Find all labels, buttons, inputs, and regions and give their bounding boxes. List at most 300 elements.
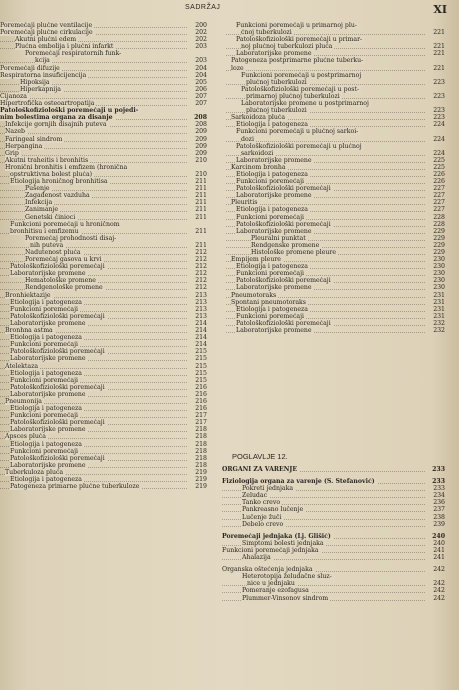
toc-entry-title: Apsces pluća [5,433,46,441]
toc-entry-title: nim bolestima organa za disanje [0,114,113,122]
toc-entry-title: Hipertrofička osteoartropatija [0,100,95,108]
toc-entry [0,29,207,36]
toc-entry-page: 219 [195,468,207,476]
toc-entry-page: 216 [195,383,207,391]
toc-entry [0,235,207,242]
toc-entry-title: Patološkofiziološki poremećaji [10,454,105,462]
toc-entry-title: Heterotopija želudačne sluz- [242,573,332,581]
toc-entry [0,412,207,419]
toc-entry [0,72,207,79]
toc-entry-title: Laboratorijske promene [236,156,312,164]
toc-chapter-12-entries [222,466,445,602]
toc-entry [0,36,207,43]
toc-entry-page: 224 [433,149,445,157]
toc-entry [226,242,445,249]
toc-entry [222,587,445,594]
toc-entry-page: 212 [195,256,207,264]
toc-entry-page: 214 [195,341,207,349]
toc-entry-title: Faringeal sindrom [5,135,63,143]
toc-entry-title: Patološkofiziološki poremećaji [10,263,105,271]
toc-entry-page: 212 [195,249,207,256]
toc-entry-title: Patološkofiziološki poremećaji u primar- [236,36,363,44]
toc-entry-title: Laboratorijske promene [10,355,86,363]
toc-entry [0,206,207,213]
toc-entry-title: Tanko crevo [242,499,281,507]
toc-entry-page: 221 [433,29,445,37]
toc-entry [222,595,445,602]
toc-entry-title: Etiologija i patogeneza [10,405,82,413]
toc-entry-page: 224 [433,121,445,129]
toc-entry [0,228,207,235]
toc-entry [0,384,207,391]
toc-entry-page: 218 [195,433,207,441]
toc-entry-title: Patološkofiziološki poremećaji [236,220,331,228]
toc-entry-page: 233 [432,466,445,473]
toc-entry-title: Organska oštećenja jednjaka [222,566,313,574]
toc-entry-title: Etiologija i patogeneza [236,170,308,178]
toc-entry-title: Etiologija hroničnog bronhitisa [10,178,108,186]
toc-entry-page: 208 [194,114,207,122]
toc-entry [0,150,207,157]
toc-entry-page: 215 [195,348,207,356]
toc-entry-page: 213 [195,298,207,306]
toc-entry-title: Plummer-Vinsonov sindrom [242,594,329,602]
toc-entry-page: 211 [195,213,207,221]
toc-entry [222,506,445,513]
toc-entry-title: Empijem pleure [231,256,281,264]
toc-entry [226,114,445,121]
toc-entry [222,566,445,573]
toc-entry [0,348,207,355]
toc-entry [226,277,445,284]
toc-entry-title: ORGANI ZA VARENJE [222,466,298,473]
toc-entry-page: 239 [433,520,445,528]
toc-entry-title: Pankreasno lučenje [242,506,304,514]
toc-entry-page: 225 [433,156,445,164]
toc-entry [0,448,207,455]
toc-entry-page: 229 [433,249,445,256]
toc-entry [226,65,445,72]
toc-entry-title: Infekcije gornjih disajnih puteva [5,121,107,129]
toc-entry-page: 218 [195,454,207,462]
toc-entry-title: Poremećaji plućne ventilacije [0,22,93,29]
toc-entry-title: Patološkofiziološki poremećaji u post- [241,85,360,93]
toc-entry-title: Funkcioni poremećaji [236,312,304,320]
toc-entry [226,150,445,157]
toc-entry [0,327,207,334]
toc-entry-page: 242 [433,594,445,602]
toc-entry [0,483,207,490]
toc-entry-page: 241 [433,554,445,562]
toc-entry [0,263,207,270]
toc-entry-title: Funkcioni poremećaji u postprimarnoj [241,71,362,79]
toc-entry-page: 242 [433,587,445,595]
toc-entry [0,363,207,370]
toc-entry [0,462,207,469]
toc-entry-title: Atelektaza [5,362,39,370]
toc-entry [222,521,445,528]
toc-entry-title: Karcinom bronha [231,163,286,171]
toc-entry [226,214,445,221]
toc-entry [226,171,445,178]
toc-entry-title: Funkcioni poremećaji u hroničnom [10,220,120,228]
toc-entry [222,478,445,485]
toc-entry-title: Patološkofiziološki poremećaji [10,348,105,356]
toc-entry-title: nice u jednjaku [247,580,295,588]
toc-entry-title: Hronični bronhitis i emfizem (hronična [5,163,128,171]
toc-entry-page: 237 [433,506,445,514]
toc-entry-title: Funkcioni poremećaji [10,376,78,384]
toc-entry [222,547,445,554]
toc-entry [226,50,445,57]
toc-entry-page: 209 [195,149,207,157]
toc-entry-page: 211 [195,178,207,186]
toc-entry-title: Funkcioni poremećaji [10,305,78,313]
toc-entry-title: Patološkofiziološki poremećaji [236,319,331,327]
toc-entry [226,100,445,107]
toc-entry [226,143,445,150]
toc-entry-title: Pleuritis [231,199,258,207]
toc-entry [0,256,207,263]
toc-entry [226,72,445,79]
toc-entry-page: 215 [195,355,207,363]
toc-entry-title: Funkcioni poremećaji [10,412,78,420]
toc-entry-title: Laboratorijske promene [10,390,86,398]
toc-entry-title: Laboratorijske promene [10,319,86,327]
toc-entry-title: Sarkoidoza pluća [231,114,286,122]
toc-entry [226,292,445,299]
toc-entry-page: 227 [433,192,445,200]
toc-entry-title: Patološkofiziološki poremećaji [10,312,105,320]
toc-entry-page: 202 [195,29,207,37]
toc-entry-page: 240 [433,539,445,547]
toc-entry-page: 209 [195,142,207,150]
toc-entry [226,299,445,306]
toc-entry [226,22,445,29]
toc-entry [0,405,207,412]
toc-entry-page: 226 [433,178,445,186]
toc-entry-page: 216 [195,397,207,405]
toc-entry-title: kcija [35,57,50,65]
toc-entry [0,419,207,426]
toc-entry-page: 217 [195,412,207,420]
toc-entry-page: 218 [195,447,207,455]
toc-entry [0,334,207,341]
toc-entry [0,86,207,93]
toc-entry-page: 211 [195,241,207,249]
toc-entry-page: 229 [433,227,445,235]
toc-entry [0,136,207,143]
toc-entry-title: Infekcija [25,199,53,207]
toc-entry-title: Patološkofiziološki poremećaji [236,185,331,193]
toc-entry-page: 234 [433,492,445,500]
toc-entry [0,426,207,433]
toc-entry-title: Patogeneza postprimarne plućne tuberku- [231,57,364,65]
toc-entry-title: Grip [5,149,19,157]
toc-entry-title: noj plućnoj tuberkulozi pluća [241,43,333,51]
leader-dots [0,128,187,134]
toc-entry [0,469,207,476]
toc-entry-page: 221 [433,64,445,72]
toc-entry [0,313,207,320]
toc-entry-page: 231 [433,291,445,299]
toc-entry [0,43,207,50]
toc-entry-title: Patološkofiziološki poremećaji u pojedi- [0,107,139,115]
toc-entry-title: Patogeneza primarne plućne tuberkuloze [10,483,140,491]
toc-entry-title: Patološkofiziološki poremećaji [10,383,105,391]
toc-entry-title: nih puteva [30,241,64,249]
toc-entry-page: 236 [433,499,445,507]
toc-entry [222,499,445,506]
toc-entry-title: Poremećaji respiratornih funk- [25,50,122,58]
toc-entry-page: 203 [195,57,207,65]
toc-entry-title: opstruktivna bolest pluća) [10,170,93,178]
toc-entry-page: 211 [195,227,207,235]
toc-entry [226,57,445,64]
toc-entry-title: Funkcioni poremećaji u primarnoj plu- [236,22,357,29]
toc-entry [0,199,207,206]
toc-entry [0,391,207,398]
toc-entry-page: 221 [433,43,445,51]
toc-entry-title: Hipoksija [20,78,50,86]
toc-entry-page: 215 [195,362,207,370]
toc-entry-title: Poremećaji difuzije [0,64,60,72]
toc-entry [222,514,445,521]
toc-entry [0,320,207,327]
toc-entry-title: Nazeb [5,128,25,136]
toc-entry-page: 200 [195,22,207,29]
toc-entry-page: 232 [433,319,445,327]
toc-entry-title: Rendgenske promene [251,241,320,249]
chapter-heading: POGLAVLJE 12. [232,452,288,461]
toc-entry [0,377,207,384]
leader-dots [0,242,187,248]
toc-entry-title: Respiratorna insuficijencija [0,71,87,79]
toc-entry [0,242,207,249]
toc-entry-page: 224 [433,135,445,143]
toc-entry [0,277,207,284]
toc-entry [226,86,445,93]
toc-entry [222,533,445,540]
toc-entry [226,164,445,171]
toc-entry [0,284,207,291]
toc-entry [0,57,207,64]
toc-entry-title: Laboratorijske promene [236,227,312,235]
toc-entry [226,306,445,313]
toc-left-column [0,22,207,490]
toc-entry-title: plućnoj tuberkulozi [246,107,307,115]
toc-entry [226,128,445,135]
toc-entry [0,164,207,171]
toc-entry-title: Patološkofiziološki poremećaji u plućnoj [236,142,362,150]
toc-entry-page: 232 [433,327,445,335]
toc-entry [226,313,445,320]
toc-entry [0,79,207,86]
toc-entry-title: Histološke promene pleure [251,249,337,256]
toc-entry-title: Etiologija i patogeneza [10,298,82,306]
toc-entry-title: Želudac [242,492,268,500]
toc-entry-title: Bronhiektazije [5,291,51,299]
toc-entry-page: 217 [195,419,207,427]
toc-entry [222,540,445,547]
toc-entry-title: Funkcioni poremećaji [10,341,78,349]
toc-entry-title: Pokreti jednjaka [242,485,294,493]
page-header [0,3,459,17]
toc-entry-title: bronhitisu i emfizemu [10,227,79,235]
section-title: SADRŽAJ [185,4,221,11]
toc-entry [226,199,445,206]
toc-entry [0,171,207,178]
toc-entry [226,36,445,43]
toc-entry-title: Spontani pneumotoraks [231,298,306,306]
toc-entry [226,221,445,228]
toc-entry-title: Zanimanje [25,206,59,214]
toc-entry-page: 223 [433,107,445,115]
toc-entry-page: 212 [195,277,207,285]
toc-entry [226,79,445,86]
toc-entry [0,476,207,483]
toc-entry-page: 227 [433,199,445,207]
toc-entry [0,192,207,199]
toc-entry-title: Fiziologija organa za varenje (S. Stefanović) [222,478,375,486]
toc-entry-page: 227 [433,185,445,193]
toc-entry-page: 210 [195,156,207,164]
toc-entry-page: 215 [195,376,207,384]
toc-entry-title: Funkcioni poremećaji [236,178,304,186]
toc-entry-page: 209 [195,135,207,143]
toc-entry-page: 213 [195,312,207,320]
toc-entry-page: 242 [433,580,445,588]
toc-entry-title: Akutni traheitis i bronhitis [5,156,89,164]
page-number: XI [433,3,447,16]
toc-entry-title: Simptomi bolesti jednjaka [242,539,324,547]
toc-entry [0,306,207,313]
toc-entry-title: Akutni plućni edem [15,36,77,44]
toc-entry [0,398,207,405]
toc-entry [0,341,207,348]
toc-entry-title: Nadutenost pluća [25,249,81,256]
toc-entry-page: 211 [195,192,207,200]
toc-entry [226,121,445,128]
toc-entry [226,284,445,291]
toc-entry-title: Funkcioni poremećaji u plućnoj sarkoi- [236,128,359,136]
toc-entry-title: Etiologija i patogeneza [10,334,82,342]
toc-entry-page: 218 [195,426,207,434]
toc-entry-title: Etiologija i patogeneza [10,476,82,483]
toc-entry-title: primarnoj plućnoj tuberkulozi [246,92,340,100]
toc-entry [0,292,207,299]
toc-entry [226,43,445,50]
toc-entry [0,128,207,135]
toc-entry-title: plućnoj tuberkulozi [246,78,307,86]
toc-entry-page: 216 [195,390,207,398]
toc-entry [0,93,207,100]
toc-entry [0,455,207,462]
toc-entry [0,433,207,440]
toc-entry-page: 214 [195,327,207,335]
toc-entry-title: Funkcioni poremećaji jednjaka [222,546,319,554]
toc-entry-title: Laboratorijske promene [10,426,86,434]
toc-entry-title: Lučenje žuči [242,513,282,521]
toc-entry [226,249,445,256]
toc-entry-page: 210 [195,170,207,178]
toc-entry-title: Hematološke promene [25,277,96,285]
toc-entry-page: 240 [432,532,445,540]
toc-entry [0,22,207,29]
toc-entry-page: 218 [195,440,207,448]
toc-entry [0,143,207,150]
toc-entry-page: 229 [433,241,445,249]
toc-entry [226,29,445,36]
toc-entry-title: Hiperkapnija [20,85,61,93]
toc-entry-title: ćnoj tuberkulozi [241,29,292,37]
toc-entry-page: 203 [195,43,207,51]
toc-entry [226,263,445,270]
toc-entry-page: 228 [433,213,445,221]
toc-entry [222,492,445,499]
toc-entry-title: loze [231,64,244,72]
toc-entry-title: Etiologija i patogeneza [10,440,82,448]
toc-entry-page: 238 [433,513,445,521]
toc-entry-page: 202 [195,36,207,44]
toc-entry [226,93,445,100]
toc-entry-title: Bronhna astma [5,327,53,335]
toc-entry-page: 223 [433,78,445,86]
toc-entry [0,121,207,128]
toc-entry-title: sarkoidozi [241,149,274,157]
toc-entry-title: Rendgenološke promene [25,284,103,292]
toc-entry-title: Pneumonija [5,397,42,405]
toc-entry [0,221,207,228]
toc-entry-title: Debelo crevo [242,520,284,528]
toc-entry-page: 231 [433,312,445,320]
toc-entry-page: 214 [195,334,207,342]
toc-entry-title: Genetski činioci [25,213,76,221]
toc-entry-title: dozi [241,135,254,143]
toc-entry-page: 212 [195,284,207,292]
toc-entry-page: 242 [433,566,445,574]
toc-right-column [226,22,445,334]
toc-entry-page: 230 [433,263,445,271]
toc-entry [0,157,207,164]
toc-entry-title: Etiologija i patogeneza [236,121,308,129]
toc-entry-title: Poremećaji jednjaka (Lj. Glišić) [222,532,331,540]
toc-entry-title: Patološkofiziološki poremećaji [10,419,105,427]
toc-entry [0,299,207,306]
toc-entry-page: 213 [195,291,207,299]
toc-entry-page: 226 [433,170,445,178]
toc-entry [226,320,445,327]
toc-entry-title: Etiologija i patogeneza [236,263,308,271]
toc-entry-title: Laboratorijske promene [236,284,312,292]
toc-entry-page: 230 [433,256,445,264]
leader-dots [0,57,187,63]
toc-entry-page: 207 [195,100,207,108]
toc-entry-page: 230 [433,284,445,292]
toc-entry-title: Herpangina [5,142,43,150]
toc-entry [0,50,207,57]
toc-entry-page: 231 [433,305,445,313]
toc-entry-title: Laboratorijske promene [236,327,312,335]
toc-entry-page: 214 [195,319,207,327]
toc-entry-title: Tuberkuloza pluća [5,468,64,476]
toc-entry [222,554,445,561]
toc-entry-page: 208 [195,121,207,129]
toc-entry [0,107,207,114]
toc-entry-page: 204 [195,64,207,72]
toc-entry [222,573,445,580]
leader-dots [226,65,425,71]
